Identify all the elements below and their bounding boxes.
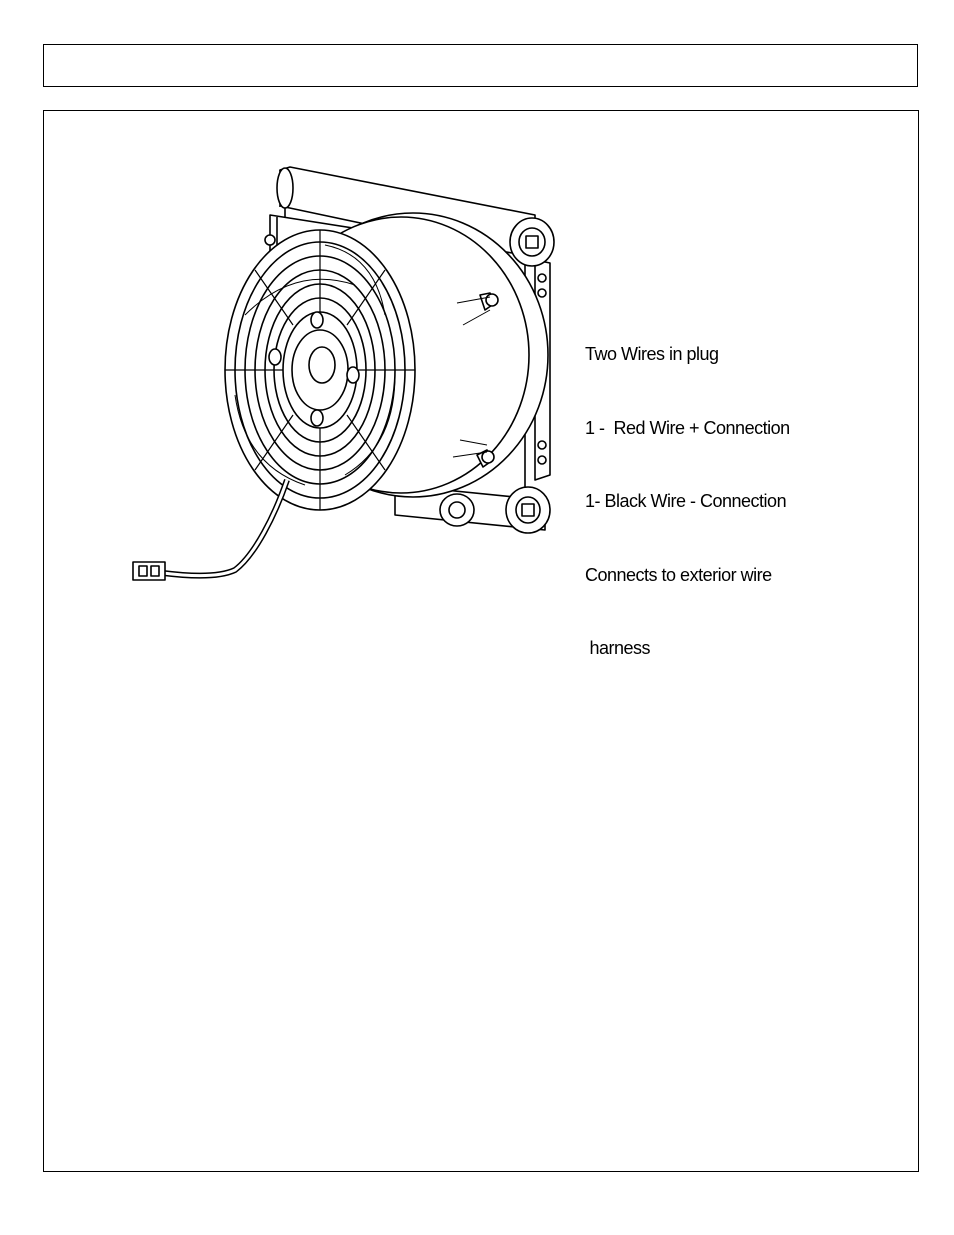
- callout-line-4: Connects to exterior wire: [585, 564, 772, 585]
- callout-line-1: Two Wires in plug: [585, 344, 719, 364]
- wiring-callout: [585, 293, 790, 685]
- header-box: [43, 44, 918, 87]
- callout-line-2: 1 - Red Wire + Connection: [585, 417, 790, 438]
- callout-line-3: 1- Black Wire - Connection: [585, 491, 787, 511]
- callout-line-5: harness: [585, 638, 651, 658]
